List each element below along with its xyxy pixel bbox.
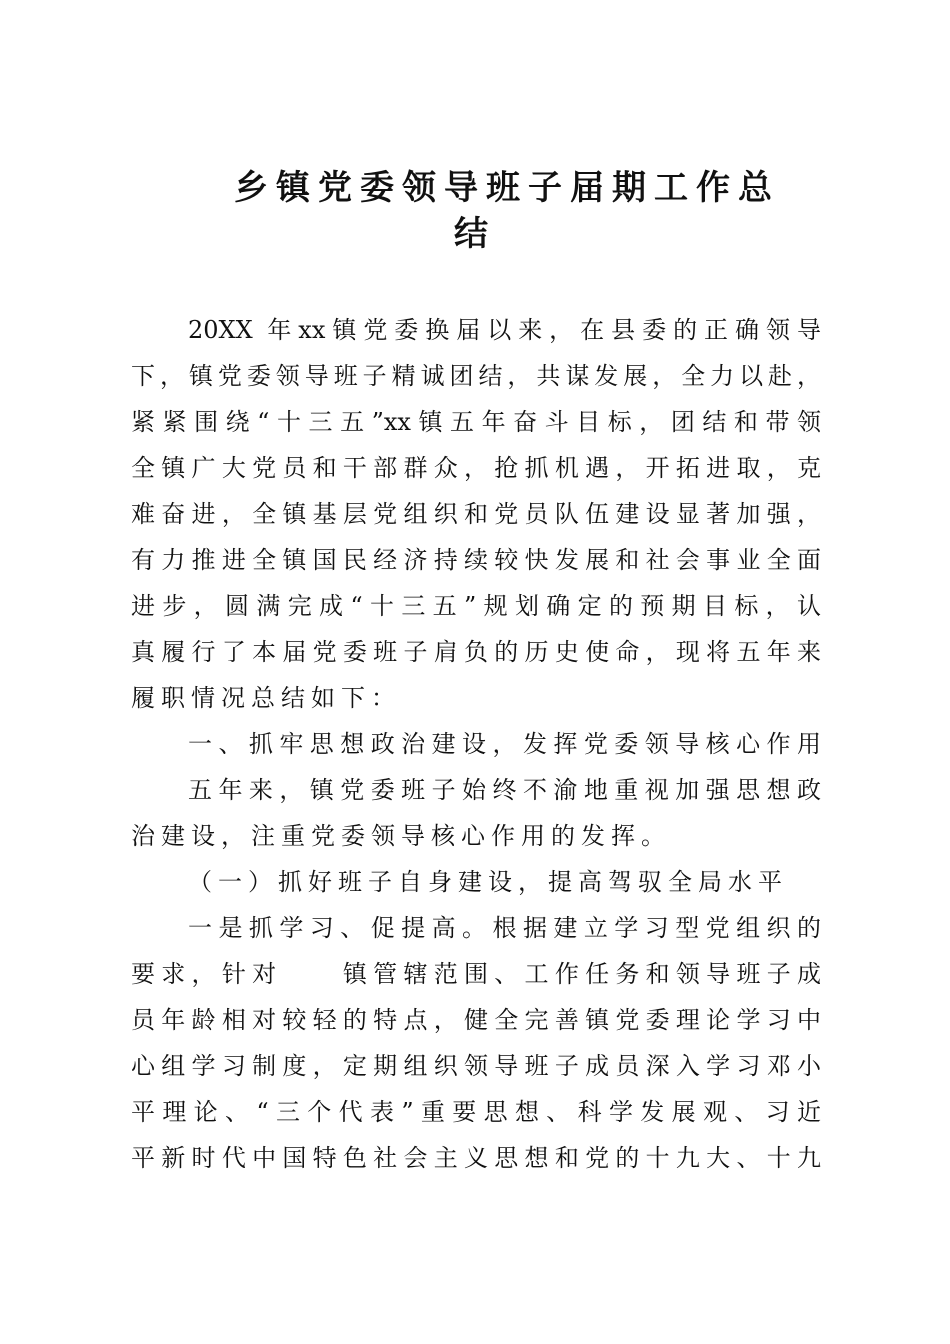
body-line: 治建设，注重党委领导核心作用的发挥。 [131,822,671,850]
document-title-line-2: 结 [454,214,496,254]
body-line: 平理论、“三个代表”重要思想、科学发展观、习近 [131,1098,821,1126]
body-line: 进步，圆满完成“十三五”规划确定的预期目标，认 [131,592,821,620]
body-line: 员年龄相对较轻的特点，健全完善镇党委理论学习中 [131,1006,821,1034]
body-line: 全镇广大党员和干部群众，抢抓机遇，开拓进取，克 [131,454,821,482]
body-line: 下，镇党委领导班子精诚团结，共谋发展，全力以赴， [131,362,821,390]
body-line: 平新时代中国特色社会主义思想和党的十九大、十九 [131,1144,821,1172]
body-line: 心组学习制度，定期组织领导班子成员深入学习邓小 [131,1052,821,1080]
body-line: 20XX 年xx镇党委换届以来，在县委的正确领导 [188,316,821,344]
document-title-line-1: 乡镇党委领导班子届期工作总 [234,168,780,208]
body-line: 紧紧围绕“十三五”xx镇五年奋斗目标，团结和带领 [131,408,821,436]
section-heading: 一、抓牢思想政治建设，发挥党委领导核心作用 [188,730,821,758]
subsection-heading: （一）抓好班子自身建设，提高驾驭全局水平 [188,868,788,896]
body-line: 真履行了本届党委班子肩负的历史使命，现将五年来 [131,638,821,666]
body-line: 五年来，镇党委班子始终不渝地重视加强思想政 [188,776,821,804]
body-line: 一是抓学习、促提高。根据建立学习型党组织的 [188,914,821,942]
body-line: 难奋进，全镇基层党组织和党员队伍建设显著加强， [131,500,821,528]
body-line: 要求，针对 镇管辖范围、工作任务和领导班子成 [131,960,821,988]
body-line: 履职情况总结如下： [131,684,401,712]
body-line: 有力推进全镇国民经济持续较快发展和社会事业全面 [131,546,821,574]
